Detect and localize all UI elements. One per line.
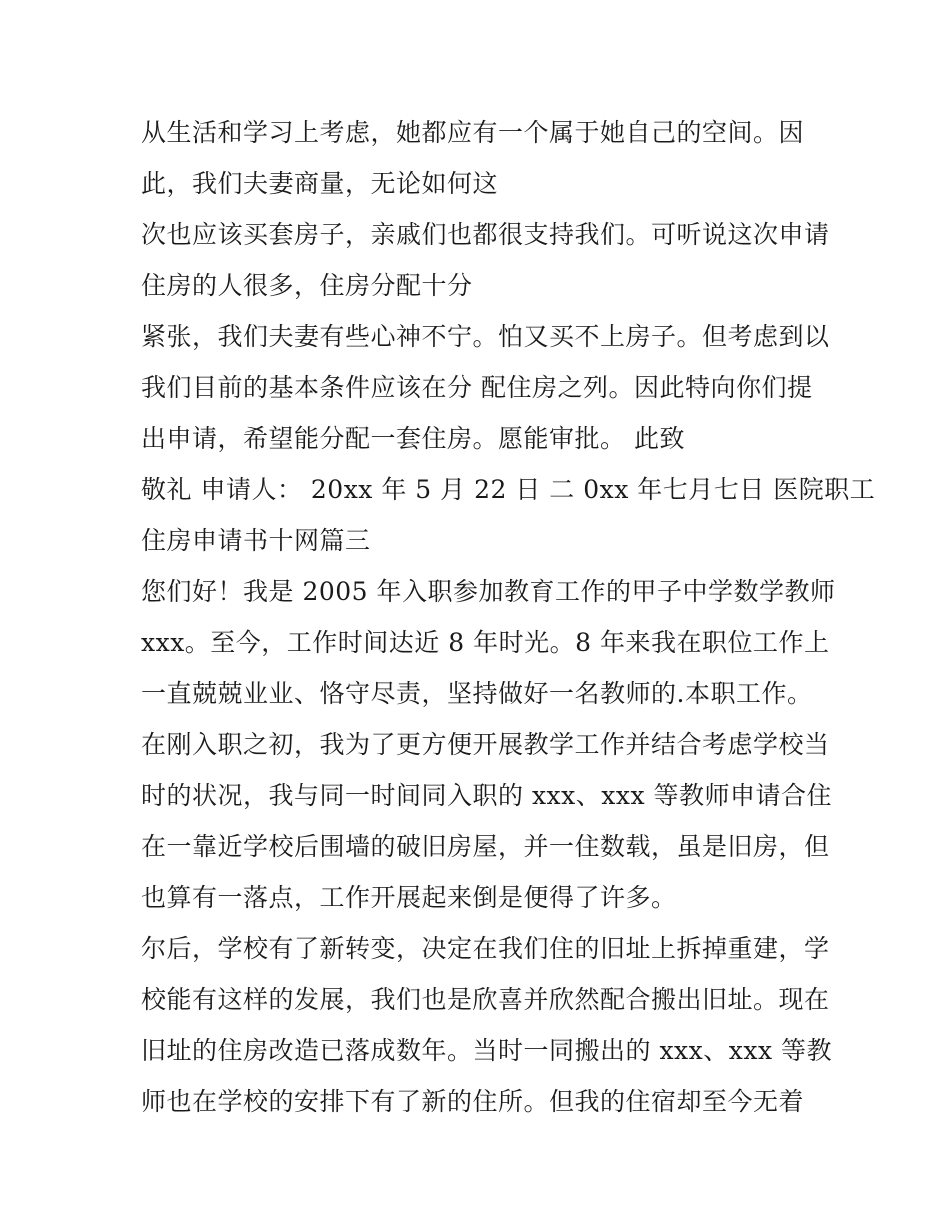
section-heading: 住房申请书十网篇三 — [141, 526, 371, 555]
text-line: 尔后，学校有了新转变，决定在我们住的旧址上拆掉重建，学 — [141, 934, 830, 963]
text-line: 紧张，我们夫妻有些心神不宁。怕又买不上房子。但考虑到以 — [141, 322, 830, 351]
text-line: 在一靠近学校后围墙的破旧房屋，并一住数载，虽是旧房，但 — [141, 832, 830, 861]
text-line: 住房的人很多，住房分配十分 — [141, 271, 473, 300]
text-line: 此，我们夫妻商量，无论如何这 — [141, 169, 499, 198]
document-body — [141, 107, 876, 1127]
text-line: 师也在学校的安排下有了新的住所。但我的住宿却至今无着 — [141, 1087, 805, 1116]
text-line: 次也应该买套房子，亲戚们也都很支持我们。可听说这次申请 — [141, 220, 830, 249]
text-line: 在刚入职之初，我为了更方便开展教学工作并结合考虑学校当 — [141, 730, 830, 759]
text-line: 旧址的住房改造已落成数年。当时一同搬出的 xxx、xxx 等教 — [141, 1036, 832, 1065]
text-line: 也算有一落点，工作开展起来倒是便得了许多。 — [141, 883, 677, 912]
text-line: 一直兢兢业业、恪守尽责，坚持做好一名教师的.本职工作。 — [141, 679, 813, 708]
text-line: 时的状况，我与同一时间同入职的 xxx、xxx 等教师申请合住 — [141, 781, 832, 810]
text-line: 从生活和学习上考虑，她都应有一个属于她自己的空间。因 — [141, 118, 805, 147]
text-line: 我们目前的基本条件应该在分 配住房之列。因此特向你们提 — [141, 373, 813, 402]
text-line: 出申请，希望能分配一套住房。愿能审批。 此致 — [141, 424, 685, 453]
text-line: xxx。至今，工作时间达近 8 年时光。8 年来我在职位工作上 — [141, 628, 830, 657]
text-line: 敬礼 申请人： 20xx 年 5 月 22 日 二 0xx 年七月七日 医院职工 — [141, 475, 876, 504]
text-line: 校能有这样的发展，我们也是欣喜并欣然配合搬出旧址。现在 — [141, 985, 830, 1014]
text-line: 您们好！我是 2005 年入职参加教育工作的甲子中学数学教师 — [141, 577, 836, 606]
